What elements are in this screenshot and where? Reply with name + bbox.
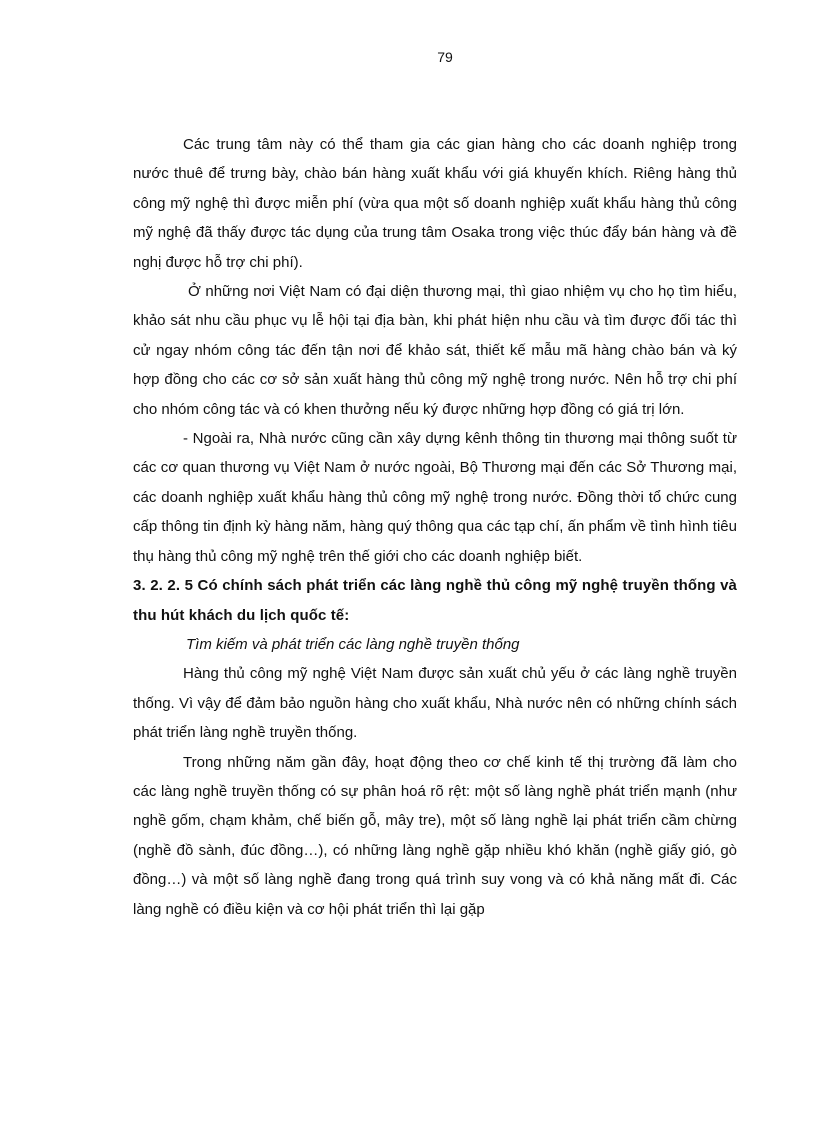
paragraph-trade-centers: Các trung tâm này có thể tham gia các gian hàng cho các doanh nghiệp trong nước thuê để trưng bày, chào bán hàng xuất khẩu với giá khuyến khích. Riêng hàng thủ công mỹ nghệ thì được miễn phí (vừa qua một số doanh nghiệp xuất khẩu hàng thủ công mỹ nghệ đã thấy được tác dụng của trung tâm Osaka trong việc thúc đẩy bán hàng và đề nghị được hỗ trợ chi phí). (133, 136, 737, 271)
paragraph-information-channel: - Ngoài ra, Nhà nước cũng cần xây dựng kênh thông tin thương mại thông suốt từ các cơ quan thương vụ Việt Nam ở nước ngoài, Bộ Thương mại đến các Sở Thương mại, các doanh nghiệp xuất khẩu hàng thủ công mỹ nghệ trong nước. Đồng thời tổ chức cung cấp thông tin định kỳ hàng năm, hàng quý thông qua các tạp chí, ấn phẩm về tình hình tiêu thụ hàng thủ công mỹ nghệ trên thế giới cho các doanh nghiệp biết. (133, 430, 737, 565)
body-text (133, 130, 737, 924)
paragraph-village-differentiation: Trong những năm gần đây, hoạt động theo cơ chế kinh tế thị trường đã làm cho các làng nghề truyền thống có sự phân hoá rõ rệt: một số làng nghề phát triển mạnh (như nghề gốm, chạm khảm, chế biến gỗ, mây tre), một số làng nghề lại phát triển cầm chừng (nghề đồ sành, đúc đồng…), có những làng nghề gặp nhiều khó khăn (nghề giấy gió, gò đồng…) và một số làng nghề đang trong quá trình suy vong và có khả năng mất đi. Các làng nghề có điều kiện và cơ hội phát triển thì lại gặp (133, 753, 737, 918)
paragraph-trade-representatives: Ở những nơi Việt Nam có đại diện thương mại, thì giao nhiệm vụ cho họ tìm hiểu, khảo sát nhu cầu phục vụ lễ hội tại địa bàn, khi phát hiện nhu cầu và tìm được đối tác thì cử ngay nhóm công tác đến tận nơi để khảo sát, thiết kế mẫu mã hàng chào bán và ký hợp đồng cho các cơ sở sản xuất hàng thủ công mỹ nghệ trong nước. Nên hỗ trợ chi phí cho nhóm công tác và có khen thưởng nếu ký được những hợp đồng có giá trị lớn. (133, 283, 737, 418)
paragraph-craft-villages: Hàng thủ công mỹ nghệ Việt Nam được sản xuất chủ yếu ở các làng nghề truyền thống. Vì vậy để đảm bảo nguồn hàng cho xuất khẩu, Nhà nước nên có những chính sách phát triển làng nghề truyền thống. (133, 665, 737, 742)
page-number: 79 (437, 49, 453, 65)
section-subheading: Tìm kiếm và phát triển các làng nghề truyền thống (186, 635, 520, 653)
section-heading: 3. 2. 2. 5 Có chính sách phát triển các làng nghề thủ công mỹ nghệ truyền thống và thu hút khách du lịch quốc tế: (133, 577, 737, 624)
